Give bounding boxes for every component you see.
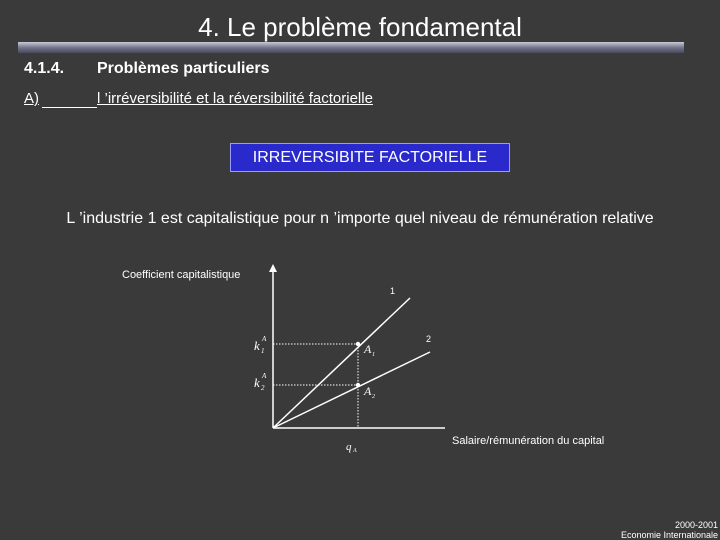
k2-sup: A bbox=[262, 372, 267, 380]
q-sub: A bbox=[353, 448, 357, 454]
k1-sup: A bbox=[262, 335, 267, 343]
line2-label: 2 bbox=[426, 334, 432, 344]
subsection-text: l ’irréversibilité et la réversibilité factorielle bbox=[97, 90, 373, 107]
subsection-number: A) bbox=[24, 90, 39, 107]
line-industry-1 bbox=[273, 298, 410, 428]
k1-label: k bbox=[254, 338, 260, 353]
k1-sub: 1 bbox=[261, 347, 265, 355]
section-text: Problèmes particuliers bbox=[97, 60, 270, 77]
point-a1 bbox=[356, 342, 360, 346]
line1-label: 1 bbox=[390, 286, 396, 296]
point-a2-label: A bbox=[364, 384, 372, 398]
k2-sub: 2 bbox=[261, 384, 265, 392]
point-a1-label: A bbox=[364, 342, 372, 356]
point-a2-sub: 2 bbox=[372, 394, 375, 400]
diagram-caption: L ’industrie 1 est capitalistique pour n ’importe quel niveau de rémunération relative bbox=[66, 210, 654, 227]
y-axis-label: Coefficient capitalistique bbox=[122, 269, 241, 281]
point-a1-sub: 1 bbox=[372, 352, 375, 358]
irreversibility-box: IRREVERSIBITE FACTORIELLE bbox=[230, 143, 510, 172]
footer bbox=[621, 520, 718, 540]
footer-year: 2000-2001 bbox=[674, 520, 718, 530]
line-industry-2 bbox=[273, 352, 430, 428]
page-title: 4. Le problème fondamental bbox=[198, 12, 522, 42]
y-axis-arrow bbox=[269, 264, 277, 272]
q-label: q bbox=[346, 441, 352, 453]
point-a2 bbox=[356, 383, 360, 387]
x-axis-label: Salaire/rémunération du capital bbox=[452, 435, 605, 447]
section-number: 4.1.4. bbox=[24, 60, 65, 77]
footer-course: Economie Internationale bbox=[620, 530, 718, 540]
k2-label: k bbox=[254, 375, 260, 390]
